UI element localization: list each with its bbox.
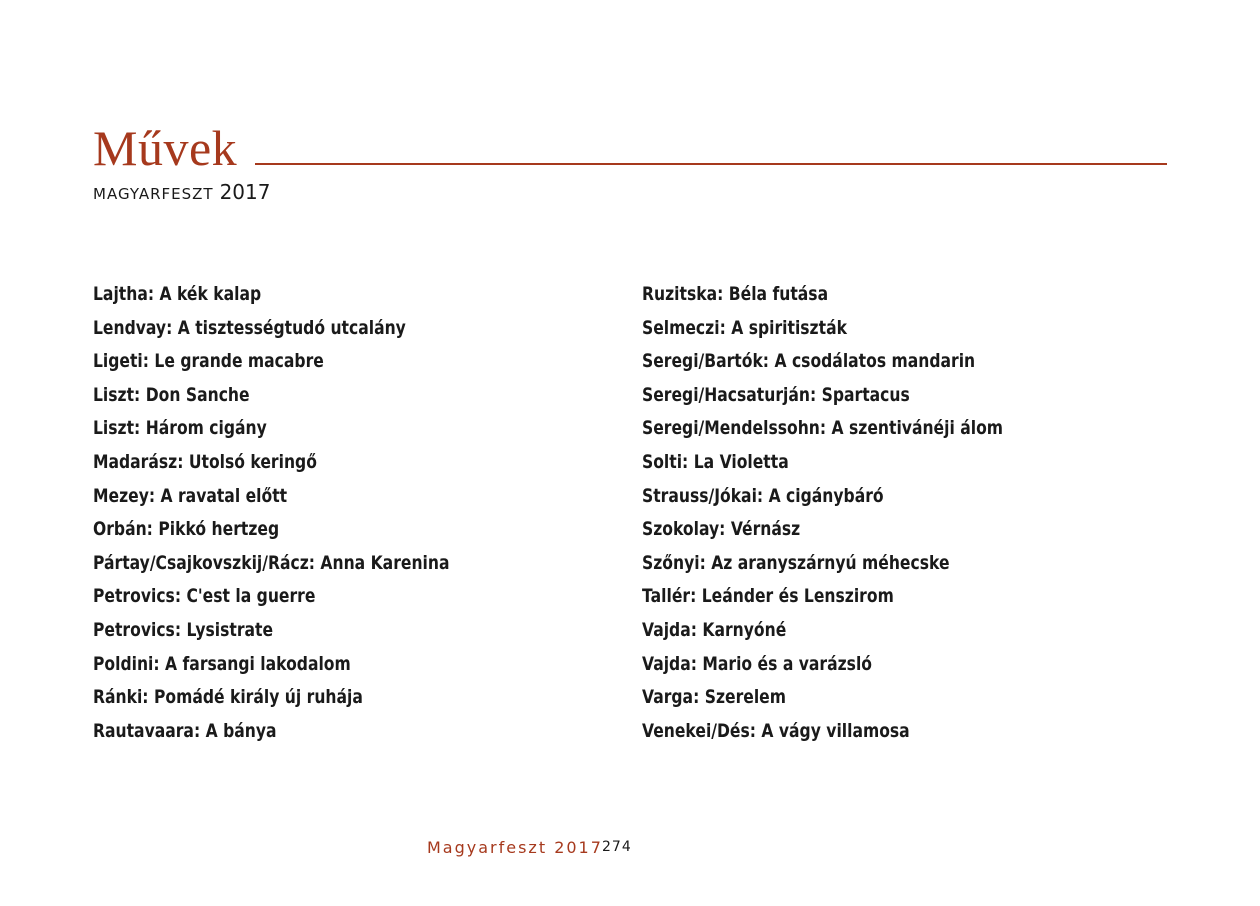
- works-list-left: [93, 278, 528, 748]
- page-number: 274: [602, 839, 632, 855]
- footer-text: Magyarfeszt 2017: [427, 838, 603, 857]
- work-item: Vajda: Mario és a varázsló: [642, 652, 873, 675]
- title-rule: [255, 163, 1167, 165]
- work-item: Ránki: Pomádé király új ruhája: [93, 686, 363, 709]
- page-header: [93, 120, 1167, 204]
- work-item: Varga: Szerelem: [642, 686, 786, 709]
- work-item: Lendvay: A tisztességtudó utcalány: [93, 316, 406, 339]
- work-item: Ruzitska: Béla futása: [642, 283, 829, 305]
- work-item: Tallér: Leánder és Lenszirom: [642, 585, 894, 608]
- work-item: Venekei/Dés: A vágy villamosa: [642, 719, 910, 742]
- work-item: Strauss/Jókai: A cigánybáró: [642, 484, 884, 507]
- work-item: Vajda: Karnyóné: [642, 618, 787, 641]
- work-item: Liszt: Don Sanche: [93, 383, 250, 406]
- work-item: Lajtha: A kék kalap: [93, 283, 262, 305]
- work-item: Ligeti: Le grande macabre: [93, 350, 324, 373]
- work-item: Selmeczi: A spiritiszták: [642, 316, 847, 339]
- work-item: Orbán: Pikkó hertzeg: [93, 518, 280, 541]
- work-item: Poldini: A farsangi lakodalom: [93, 652, 351, 675]
- work-item: Solti: La Violetta: [642, 450, 789, 473]
- page-footer: [0, 836, 1260, 860]
- works-list-right: [642, 278, 1082, 748]
- work-item: Seregi/Bartók: A csodálatos mandarin: [642, 350, 976, 373]
- work-item: Seregi/Hacsaturján: Spartacus: [642, 383, 910, 406]
- work-item: Madarász: Utolsó keringő: [93, 450, 317, 473]
- work-item: Pártay/Csajkovszkij/Rácz: Anna Karenina: [93, 551, 450, 574]
- page-title: Művek: [93, 120, 238, 176]
- work-item: Liszt: Három cigány: [93, 417, 267, 440]
- work-item: Mezey: A ravatal előtt: [93, 484, 288, 507]
- page-subtitle: [93, 180, 270, 204]
- work-item: Szőnyi: Az aranyszárnyú méhecske: [642, 551, 950, 574]
- work-item: Petrovics: Lysistrate: [93, 618, 274, 641]
- subtitle-name: MAGYARFESZT: [93, 185, 214, 203]
- work-item: Petrovics: C'est la guerre: [93, 585, 316, 608]
- subtitle-year: 2017: [219, 180, 271, 204]
- work-item: Szokolay: Vérnász: [642, 518, 801, 541]
- title-row: [93, 120, 1167, 176]
- work-item: Rautavaara: A bánya: [93, 719, 277, 742]
- work-item: Seregi/Mendelssohn: A szentivánéji álom: [642, 417, 1004, 440]
